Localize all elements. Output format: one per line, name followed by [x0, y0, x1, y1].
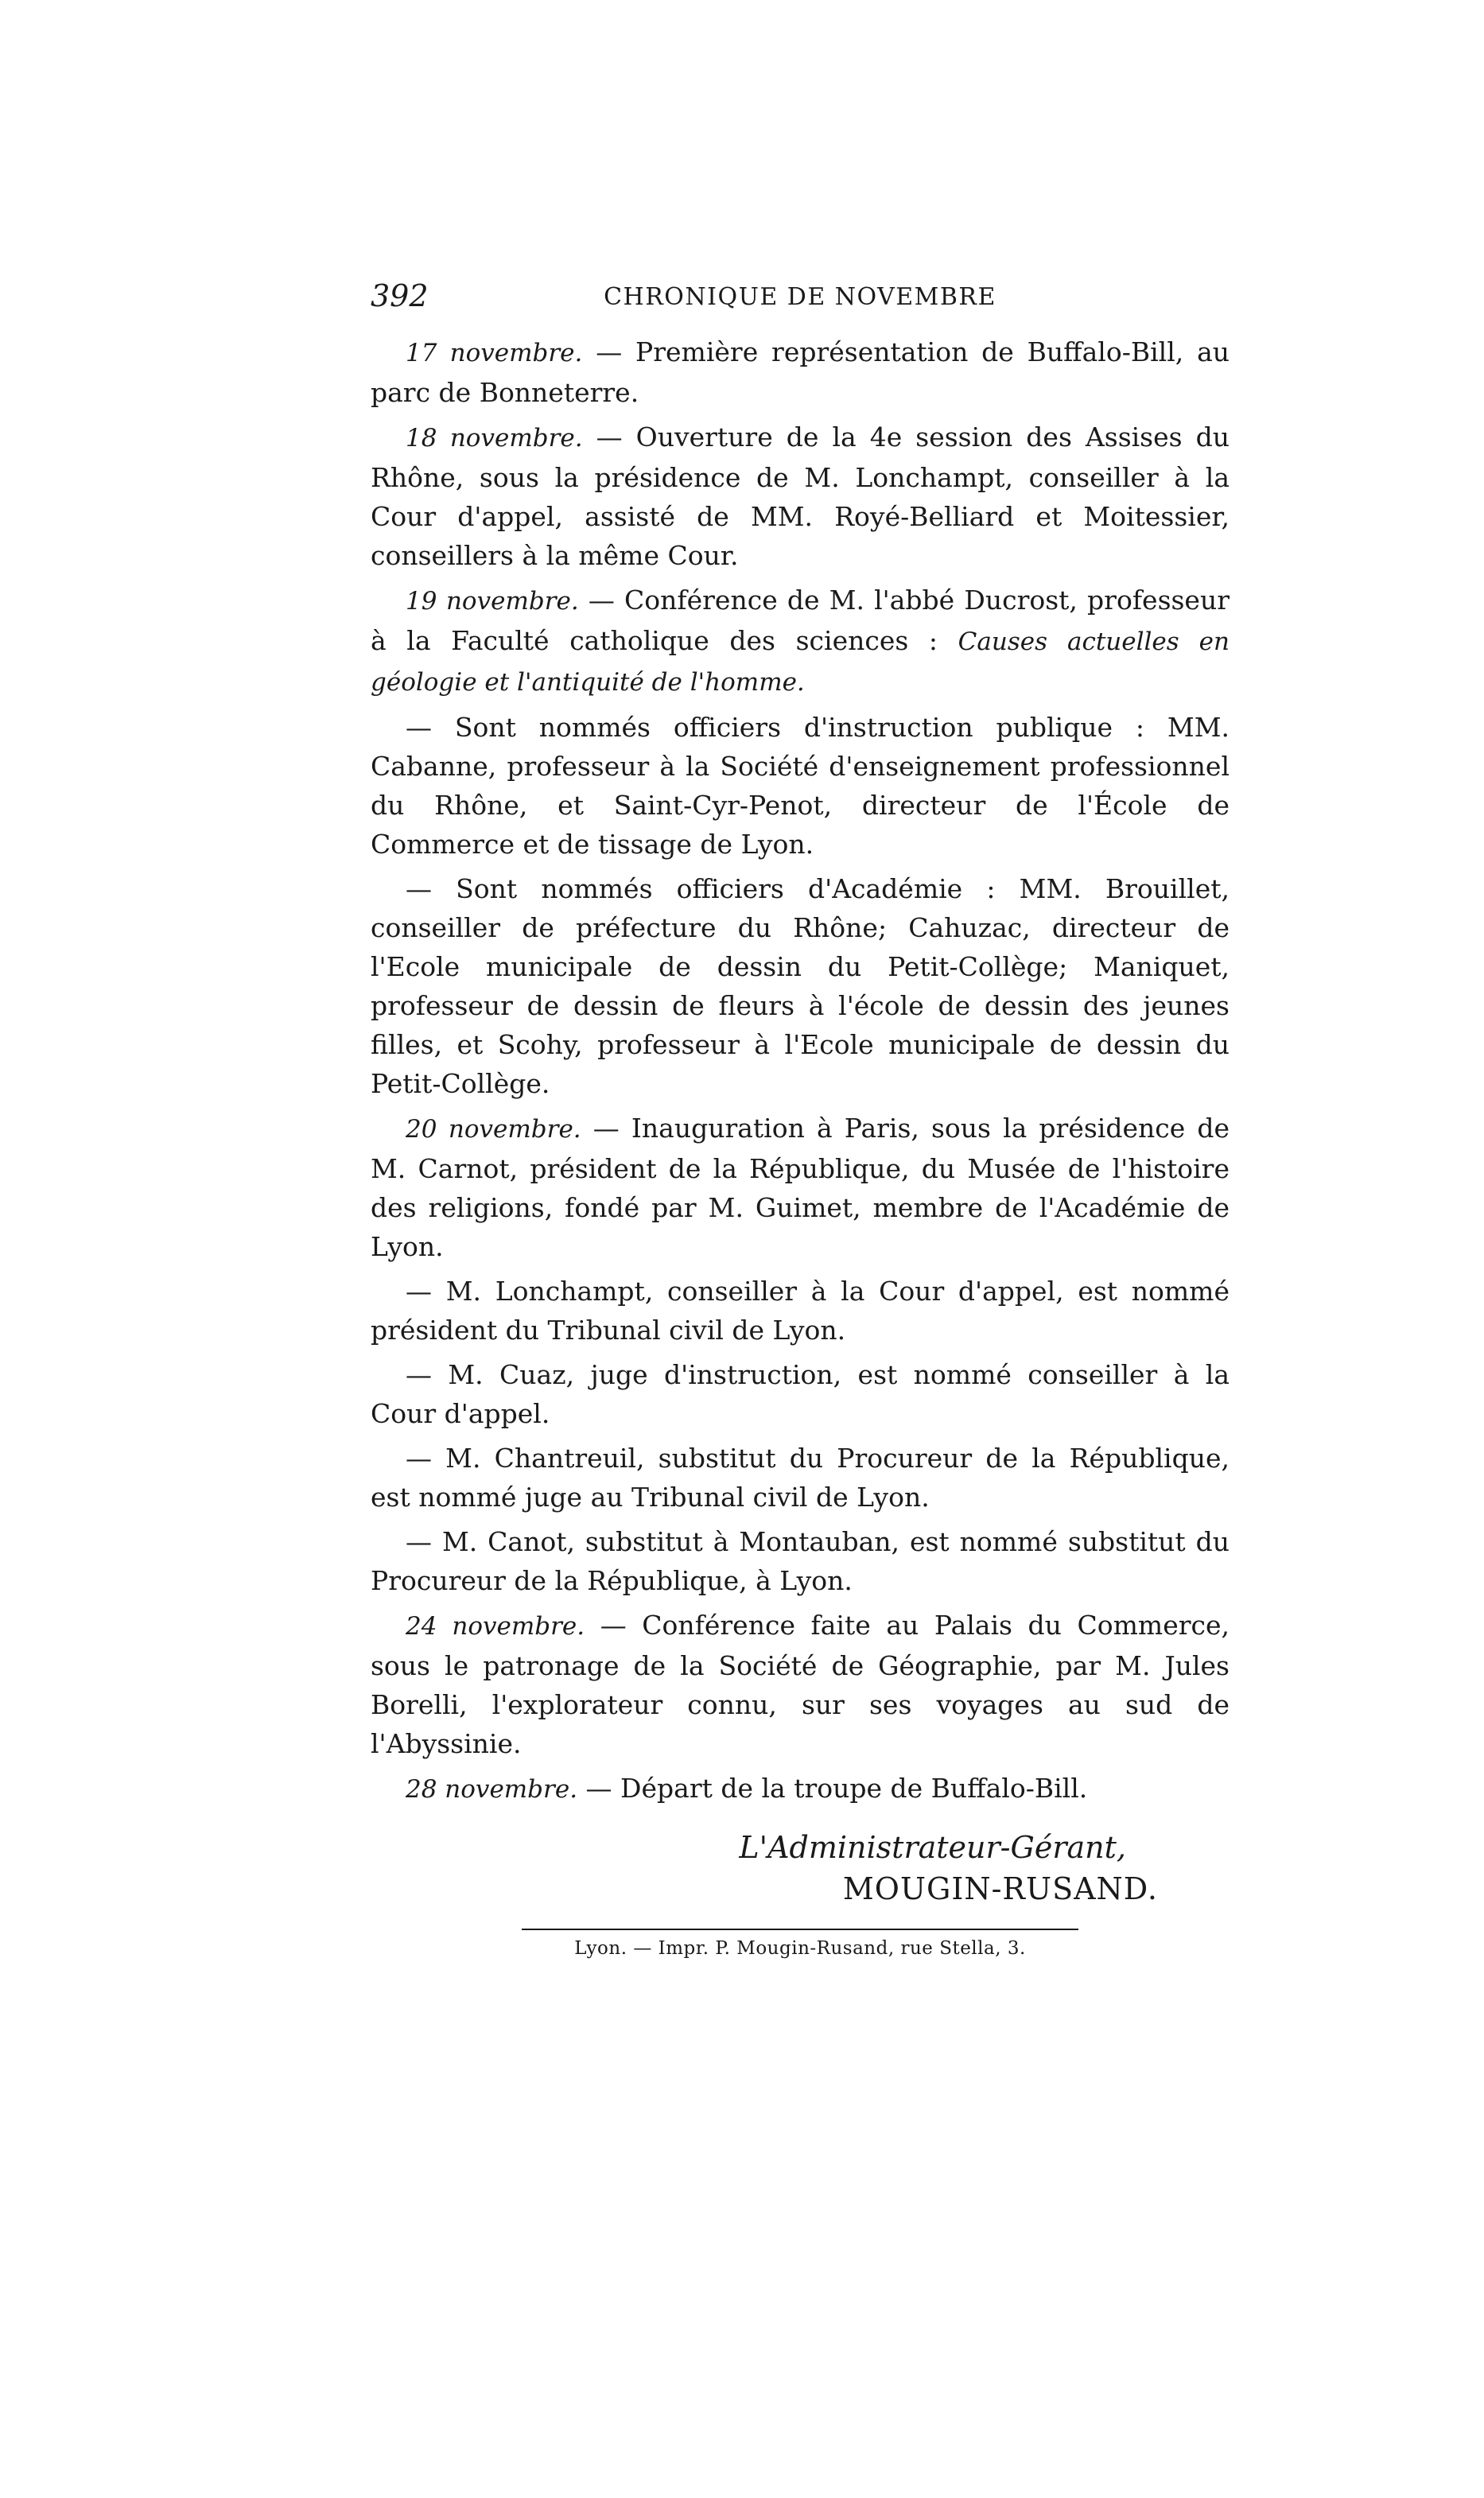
entry-date: 18 novembre.: [406, 424, 583, 453]
entry-paragraph: [371, 1522, 1230, 1600]
entry-paragraph: [371, 1769, 1230, 1809]
entry-text: — Conférence de M. l'abbé Ducrost, professeur à la Faculté catholique des sciences :: [371, 585, 1230, 656]
page-header: [371, 278, 1230, 326]
entry-paragraph: [371, 1355, 1230, 1433]
entry-paragraph: [371, 1606, 1230, 1763]
signature-name: MOUGIN-RUSAND.: [842, 1871, 1158, 1906]
entry-text: — Première représentation de Buffalo-Bill, au parc de Bonneterre.: [371, 336, 1230, 408]
entry-text: — Départ de la troupe de Buffalo-Bill.: [577, 1773, 1088, 1804]
entry-text: — Ouverture de la 4e session des Assises du Rhône, sous la présidence de M. Lonchampt, conseiller à la Cour d'appel, assisté de MM. Royé-Belliard et Moitessier, conseillers à la même Cour.: [371, 422, 1230, 571]
entry-date: 24 novembre.: [406, 1612, 585, 1641]
document-page: [371, 278, 1230, 1959]
entry-paragraph: [371, 869, 1230, 1103]
entry-paragraph: [371, 1272, 1230, 1350]
signature-title: L'Administrateur-Gérant,: [739, 1830, 1126, 1865]
entry-paragraph: [371, 418, 1230, 575]
entry-text: — Conférence faite au Palais du Commerce, sous le patronage de la Société de Géographie, par M. Jules Borelli, l'explorateur connu, sur ses voyages au sud de l'Abyssinie.: [371, 1610, 1230, 1759]
entry-paragraph: [371, 708, 1230, 864]
printer-imprint: Lyon. — Impr. P. Mougin-Rusand, rue Stella, 3.: [574, 1938, 1026, 1959]
entry-paragraph: [371, 332, 1230, 412]
entry-text: — M. Chantreuil, substitut du Procureur de la République, est nommé juge au Tribunal civil de Lyon.: [371, 1443, 1230, 1513]
entry-text: — Sont nommés officiers d'Académie : MM. Brouillet, conseiller de préfecture du Rhône; Cahuzac, directeur de l'Ecole municipale de dessin du Petit-Collège; Maniquet, professeur de dessin de fleurs à l'école de dessin des jeunes filles, et Scohy, professeur à l'Ecole municipale de dessin du Petit-Collège.: [371, 873, 1230, 1099]
imprint-divider: [522, 1929, 1078, 1930]
entry-date: 28 novembre.: [406, 1775, 578, 1804]
entry-text: — M. Canot, substitut à Montauban, est nommé substitut du Procureur de la République, à Lyon.: [371, 1526, 1230, 1596]
entry-date: 17 novembre.: [406, 339, 583, 367]
chronicle-body: [371, 332, 1230, 1809]
running-title: CHRONIQUE DE NOVEMBRE: [604, 283, 996, 311]
entry-paragraph: [371, 581, 1230, 702]
entry-date: 20 novembre.: [406, 1115, 581, 1144]
signature-block: [371, 1827, 1230, 1909]
entry-text: — M. Lonchampt, conseiller à la Cour d'appel, est nommé président du Tribunal civil de Lyon.: [371, 1276, 1230, 1346]
entry-paragraph: [371, 1439, 1230, 1517]
entry-date: 19 novembre.: [406, 587, 579, 616]
entry-text: — M. Cuaz, juge d'instruction, est nommé conseiller à la Cour d'appel.: [371, 1359, 1230, 1429]
page-number: 392: [371, 278, 429, 313]
lecture-title: Causes actuelles en géologie et l'antiquité de l'homme.: [371, 627, 1230, 697]
entry-text: — Inauguration à Paris, sous la présidence de M. Carnot, président de la République, du Musée de l'histoire des religions, fondé par M. Guimet, membre de l'Académie de Lyon.: [371, 1113, 1230, 1262]
entry-paragraph: [371, 1109, 1230, 1266]
entry-text: — Sont nommés officiers d'instruction publique : MM. Cabanne, professeur à la Société d'enseignement professionnel du Rhône, et Saint-Cyr-Penot, directeur de l'École de Commerce et de tissage de Lyon.: [371, 712, 1230, 860]
